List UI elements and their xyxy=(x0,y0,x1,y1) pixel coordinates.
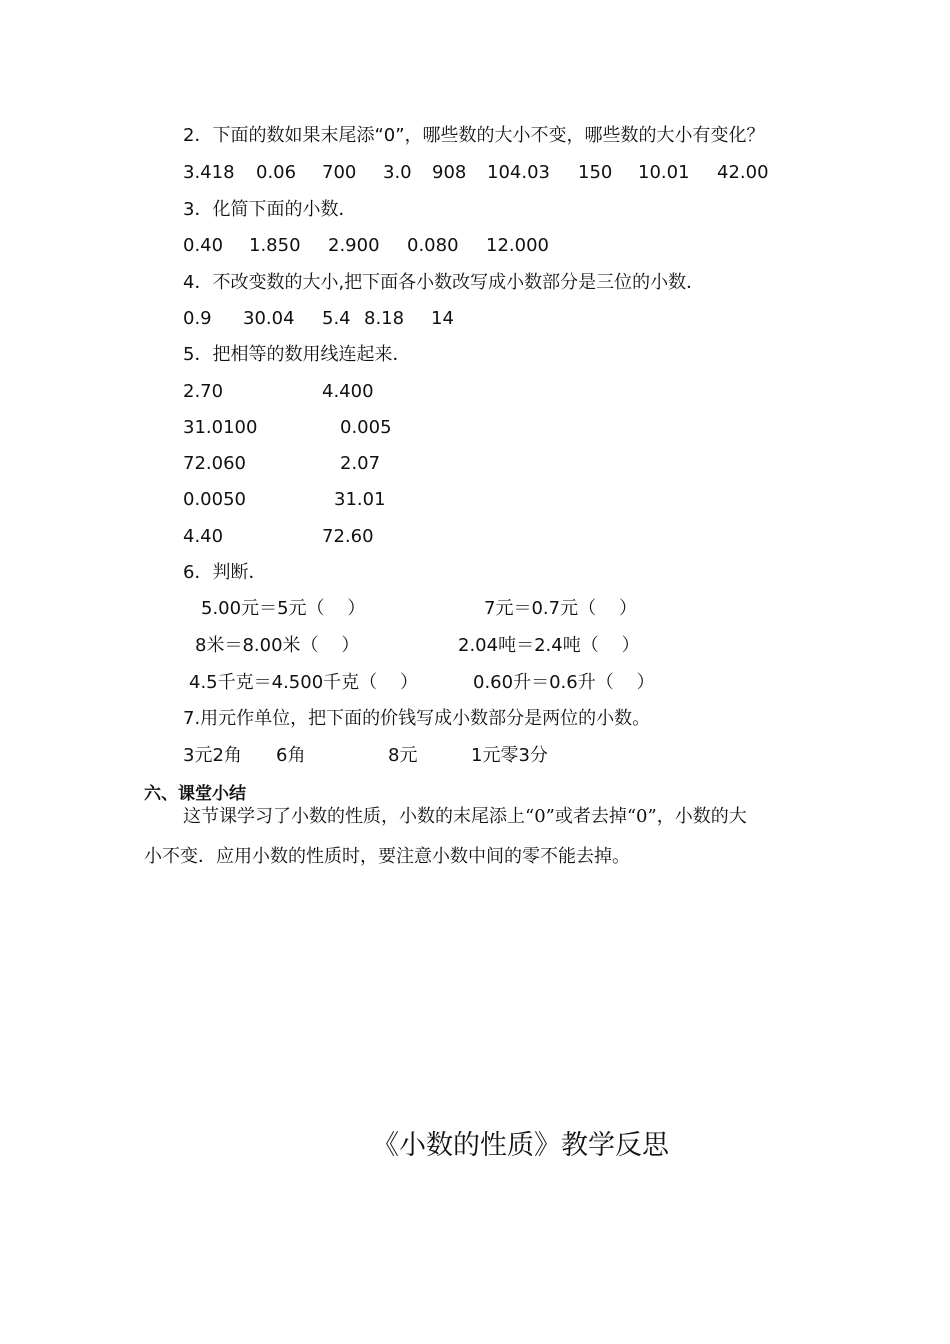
summary-paragraph-line-1: 这节课学习了小数的性质，小数的末尾添上“0”或者去掉“0”，小数的大 xyxy=(183,806,747,827)
q7-price-item: 8元 xyxy=(388,745,418,766)
q7-title: 7.用元作单位，把下面的价钱写成小数部分是两位的小数。 xyxy=(183,708,651,729)
q5-left-number: 72.060 xyxy=(183,453,246,474)
summary-heading: 六、课堂小结 xyxy=(144,784,246,804)
q2-number: 908 xyxy=(432,162,467,183)
q6-judgement-item: 4.5千克＝4.500千克（ ） xyxy=(189,672,419,693)
q7-price-item: 3元2角 xyxy=(183,745,242,766)
q2-number: 0.06 xyxy=(256,162,297,183)
q5-title: 5．把相等的数用线连起来． xyxy=(183,344,411,365)
q5-left-number: 2.70 xyxy=(183,381,224,402)
q4-number: 14 xyxy=(431,308,454,329)
q4-number: 8.18 xyxy=(364,308,405,329)
q6-title: 6．判断． xyxy=(183,562,267,583)
q5-left-number: 4.40 xyxy=(183,526,224,547)
q4-number: 30.04 xyxy=(243,308,295,329)
q4-number: 5.4 xyxy=(322,308,351,329)
q2-number: 42.00 xyxy=(717,162,769,183)
q6-judgement-item: 0.60升＝0.6升（ ） xyxy=(473,672,655,693)
q2-number: 10.01 xyxy=(638,162,690,183)
q2-title: 2．下面的数如果末尾添“0”，哪些数的大小不变，哪些数的大小有变化？ xyxy=(183,125,765,146)
reflection-title: 《小数的性质》教学反思 xyxy=(372,1130,669,1161)
q2-number: 104.03 xyxy=(487,162,550,183)
q6-judgement-item: 5.00元＝5元（ ） xyxy=(201,598,366,619)
q5-right-number: 72.60 xyxy=(322,526,374,547)
q6-judgement-item: 2.04吨＝2.4吨（ ） xyxy=(458,635,640,656)
q2-number: 150 xyxy=(578,162,613,183)
q3-number: 0.40 xyxy=(183,235,224,256)
q3-number: 12.000 xyxy=(486,235,549,256)
summary-paragraph-line-2: 小不变．应用小数的性质时，要注意小数中间的零不能去掉。 xyxy=(144,846,630,867)
q5-right-number: 0.005 xyxy=(340,417,392,438)
q2-number: 3.418 xyxy=(183,162,235,183)
q7-price-item: 1元零3分 xyxy=(471,745,548,766)
q5-left-number: 0.0050 xyxy=(183,489,246,510)
q2-number: 3.0 xyxy=(383,162,412,183)
q7-price-item: 6角 xyxy=(276,745,306,766)
q5-right-number: 4.400 xyxy=(322,381,374,402)
q3-title: 3．化简下面的小数． xyxy=(183,199,357,220)
q5-right-number: 31.01 xyxy=(334,489,386,510)
q5-left-number: 31.0100 xyxy=(183,417,258,438)
q3-number: 0.080 xyxy=(407,235,459,256)
q6-judgement-item: 7元＝0.7元（ ） xyxy=(484,598,637,619)
q3-number: 2.900 xyxy=(328,235,380,256)
q5-right-number: 2.07 xyxy=(340,453,381,474)
q2-number: 700 xyxy=(322,162,357,183)
q6-judgement-item: 8米＝8.00米（ ） xyxy=(195,635,360,656)
q4-number: 0.9 xyxy=(183,308,212,329)
q4-title: 4．不改变数的大小,把下面各小数改写成小数部分是三位的小数． xyxy=(183,272,705,293)
q3-number: 1.850 xyxy=(249,235,301,256)
